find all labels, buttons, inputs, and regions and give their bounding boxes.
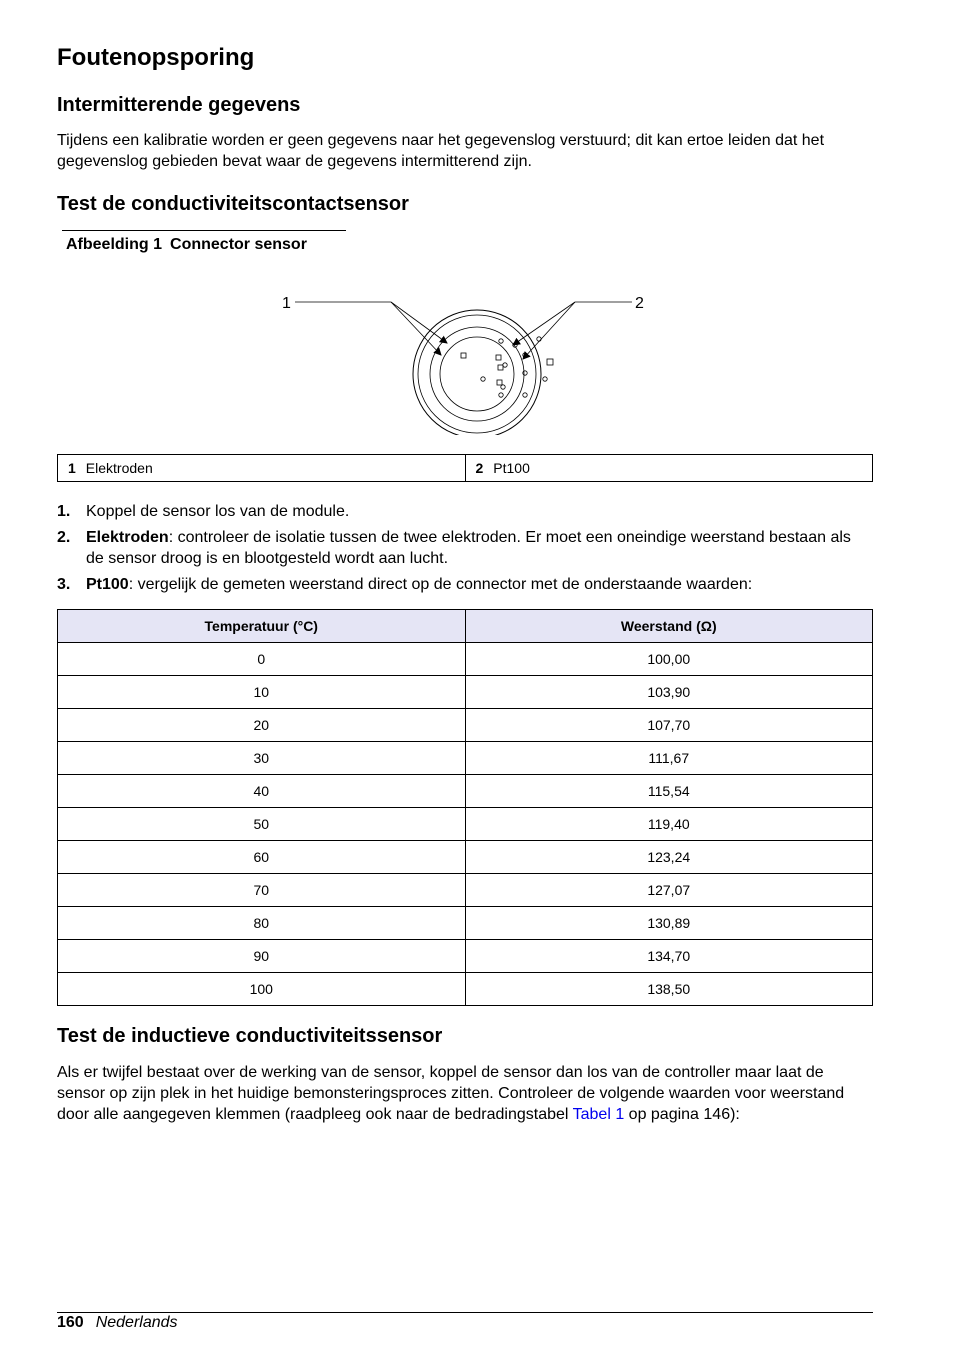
legend-text-2: Pt100 xyxy=(493,460,530,476)
legend-row xyxy=(58,455,873,482)
step-text: : controleer de isolatie tussen de twee elektroden. Er moet een oneindige weerstand bestaan als de sensor droog is en blootgesteld wordt aan lucht. xyxy=(86,529,851,567)
callout-2-label: 2 xyxy=(635,295,644,312)
column-header-resistance: Weerstand (Ω) xyxy=(465,610,873,643)
resistance-cell: 115,54 xyxy=(465,775,873,808)
paragraph-inductive-sensor-test xyxy=(57,1062,873,1125)
temperature-cell: 20 xyxy=(58,709,466,742)
temperature-cell: 80 xyxy=(58,907,466,940)
table-row xyxy=(58,643,873,676)
table-row xyxy=(58,676,873,709)
temperature-cell: 100 xyxy=(58,973,466,1006)
resistance-cell: 103,90 xyxy=(465,676,873,709)
table-header-row xyxy=(58,610,873,643)
resistance-cell: 111,67 xyxy=(465,742,873,775)
callout-1-label: 1 xyxy=(282,295,291,312)
page-title: Foutenopsporing xyxy=(57,44,255,71)
temperature-cell: 50 xyxy=(58,808,466,841)
table-1-link[interactable]: Tabel 1 xyxy=(572,1106,625,1123)
table-row xyxy=(58,742,873,775)
figure-caption xyxy=(62,230,346,254)
legend-num-1: 1 xyxy=(68,460,76,476)
table-row xyxy=(58,973,873,1006)
figure-label: Afbeelding 1 xyxy=(66,236,163,253)
step-text: : vergelijk de gemeten weerstand direct op de connector met de onderstaande waarden: xyxy=(128,576,753,593)
resistance-cell: 127,07 xyxy=(465,874,873,907)
legend-text-1: Elektroden xyxy=(85,460,153,476)
temperature-cell: 70 xyxy=(58,874,466,907)
temperature-cell: 90 xyxy=(58,940,466,973)
footer-language: Nederlands xyxy=(95,1314,178,1331)
step-number: 2. xyxy=(57,529,71,546)
legend-cell-2 xyxy=(465,455,873,482)
table-row xyxy=(58,775,873,808)
resistance-cell: 130,89 xyxy=(465,907,873,940)
temperature-cell: 40 xyxy=(58,775,466,808)
temperature-cell: 10 xyxy=(58,676,466,709)
step-keyword: Elektroden xyxy=(86,529,169,546)
step-1 xyxy=(57,501,873,522)
step-3 xyxy=(57,574,873,595)
figure-legend-table xyxy=(57,454,873,482)
legend-num-2: 2 xyxy=(475,460,484,476)
temperature-cell: 60 xyxy=(58,841,466,874)
pt100-resistance-table xyxy=(57,609,873,1006)
table-row xyxy=(58,808,873,841)
step-number: 3. xyxy=(57,576,71,593)
connector-sensor-illustration xyxy=(277,285,657,435)
heading-contact-sensor-test: Test de conductiviteitscontactsensor xyxy=(57,193,409,215)
step-keyword: Pt100 xyxy=(86,576,129,593)
page-footer xyxy=(57,1313,178,1333)
resistance-cell: 100,00 xyxy=(465,643,873,676)
step-2 xyxy=(57,527,873,569)
legend-cell-1 xyxy=(58,455,466,482)
paragraph-text: Als er twijfel bestaat over de werking van de sensor, koppel de sensor dan los van de controller maar laat de sensor op zijn plek in het huidige bemonsteringsproces zitten. Controleer de volgende waarden voor weerstand door alle aangegeven klemmen (raadpleeg ook naar de bedradingstabel xyxy=(57,1064,845,1123)
table-row xyxy=(58,709,873,742)
step-text: Koppel de sensor los van de module. xyxy=(86,503,350,520)
footer-divider xyxy=(57,1312,873,1313)
table-row xyxy=(58,874,873,907)
resistance-cell: 134,70 xyxy=(465,940,873,973)
paragraph-text-end: op pagina 146): xyxy=(624,1106,740,1123)
heading-inductive-sensor-test: Test de inductieve conductiviteitssensor xyxy=(57,1025,443,1047)
resistance-cell: 107,70 xyxy=(465,709,873,742)
table-row xyxy=(58,841,873,874)
temperature-cell: 0 xyxy=(58,643,466,676)
step-number: 1. xyxy=(57,503,71,520)
heading-intermittent-data: Intermitterende gegevens xyxy=(57,94,301,116)
paragraph-intermittent-data: Tijdens een kalibratie worden er geen gegevens naar het gegevenslog verstuurd; dit kan ertoe leiden dat het gegevenslog gebieden bevat waar de gegevens intermitterend zijn. xyxy=(57,132,825,170)
table-row xyxy=(58,940,873,973)
page-number: 160 xyxy=(57,1314,84,1331)
resistance-cell: 138,50 xyxy=(465,973,873,1006)
column-header-temperature: Temperatuur (°C) xyxy=(58,610,466,643)
resistance-cell: 119,40 xyxy=(465,808,873,841)
resistance-cell: 123,24 xyxy=(465,841,873,874)
temperature-cell: 30 xyxy=(58,742,466,775)
figure-title: Connector sensor xyxy=(170,236,307,253)
procedure-steps xyxy=(57,501,873,600)
table-row xyxy=(58,907,873,940)
